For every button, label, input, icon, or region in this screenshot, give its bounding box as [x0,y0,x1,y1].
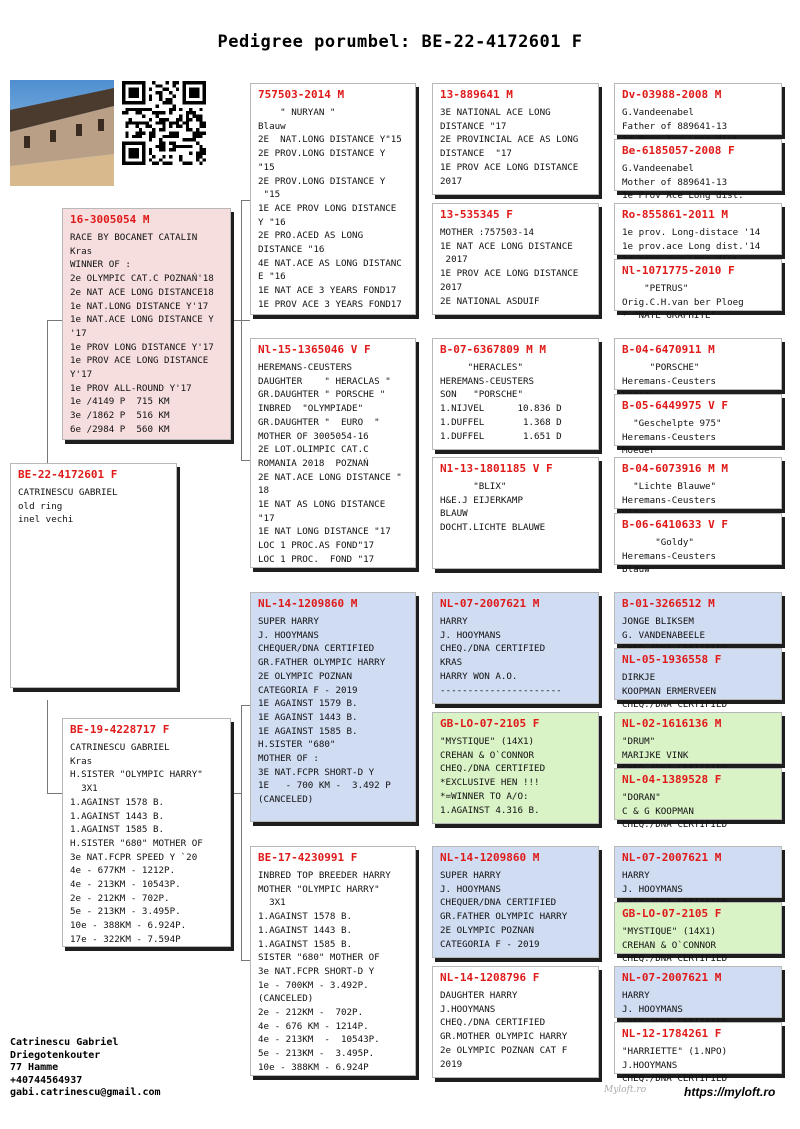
ring-number: Nl-1071775-2010 F [622,264,735,277]
card-notes: CATRINESCU GABRIEL Kras H.SISTER "OLYMPIC HARRY" 3X1 1.AGAINST 1578 B. 1.AGAINST 1443 B. 1.AGAINST 1585 B. H.SISTER "680" MOTHER OF 3e NAT.FCPR SPEED Y `20 4e - 677KM - 1212P. 4e - 213KM - 10543P. 2e - 212KM - 702P. 5e - 213KM - 3.495P. 10e - 388KM - 6.924P. 17e - 322KM - 7.594P [70,742,203,945]
ring-number: NL-12-1784261 F [622,1027,722,1040]
subject-card[interactable] [10,463,177,688]
ring-number: B-04-6470911 M [622,343,715,356]
loft-photo [10,80,114,186]
ring-number: Nl-15-1365046 V F [258,343,371,356]
signature: Myloft.ro [604,1085,647,1095]
ring-number: NL-05-1936558 F [622,653,722,666]
sire-card[interactable] [62,208,231,440]
ring-number: NL-14-1209860 M [440,851,540,864]
ring-number: B-07-6367809 M M [440,343,546,356]
ring-number: NL-14-1208796 F [440,971,540,984]
card-notes: INBRED TOP BREEDER HARRY MOTHER "OLYMPIC HARRY" 3X1 1.AGAINST 1578 B. 1.AGAINST 1443 B. 1.AGAINST 1585 B. SISTER "680" MOTHER OF 3e NAT.FCPR SHORT-D Y 1e - 700KM - 3.492P. (CANCELED) 2e - 212KM - 702P. 4e - 676 KM - 1214P. 4e - 213KM - 10543P. 5e - 213KM - 3.495P. 10e - 388KM - 6.924P [258,870,391,1073]
card-notes: "Lichte Blauwe" Heremans-Ceusters [622,481,717,506]
ring-number: NL-02-1616136 M [622,717,722,730]
ggg-card[interactable] [614,592,782,644]
card-notes: "BLIX" H&E.J EIJERKAMP BLAUW DOCHT.LICHTE BLAUWE [440,481,546,534]
gg-card[interactable] [432,712,599,824]
dam-dam-card[interactable] [250,846,416,1076]
ggg-card[interactable] [614,338,782,390]
card-notes: CATRINESCU GABRIEL old ring inel vechi [18,487,118,526]
card-notes: HARRY J. HOOYMANS [622,990,683,1015]
ring-number: B-05-6449975 V F [622,399,728,412]
ggg-card[interactable] [614,648,782,711]
card-notes: G.Vandeenabel Mother of 889641-13 1e Prov Ace Long dist. [622,163,744,202]
qr-code[interactable] [122,81,206,165]
ggg-card[interactable] [614,712,782,764]
ggg-card[interactable] [614,513,782,576]
ggg-card[interactable] [614,1022,782,1085]
ring-number: 16-3005054 M [70,213,150,226]
ring-number: NL-07-2007621 M [440,597,540,610]
ring-number: NL-07-2007621 M [622,851,722,864]
owner-contact [10,1037,161,1100]
card-notes: HARRY J. HOOYMANS CHEQ./DNA CERTIFIED KRAS HARRY WON A.O. ---------------------- [440,616,562,696]
gg-card[interactable] [432,592,599,704]
ring-number: Dv-03988-2008 M [622,88,722,101]
ggg-card[interactable] [614,203,782,255]
sire-sire-card[interactable] [250,83,416,315]
ring-number: N1-13-1801185 V F [440,462,553,475]
ggg-card[interactable] [614,966,782,1018]
ring-number: B-01-3266512 M [622,597,715,610]
card-notes: DIRKJE KOOPMAN ERMERVEEN CHEQ./DNA CERTIFIED [622,672,728,711]
sire-dam-card[interactable] [250,338,416,568]
ggg-card[interactable] [614,846,782,898]
ggg-card[interactable] [614,83,782,135]
ring-number: NL-07-2007621 M [622,971,722,984]
card-notes: "Goldy" Heremans-Ceusters Blauw [622,537,717,576]
gg-card[interactable] [432,846,599,958]
ggg-card[interactable] [614,768,782,831]
gg-card[interactable] [432,83,599,195]
ggg-card[interactable] [614,394,782,457]
card-notes: "DRUM" MARIJKE VINK [622,736,689,761]
owner-street: Driegotenkouter [10,1049,101,1061]
card-notes: RACE BY BOCANET CATALIN Kras WINNER OF : 2e OLYMPIC CAT.C POZNAŃ'18 2e NAT ACE LONG DISTANCE18 1e NAT.LONG DISTANCE Y'17 1e NAT.ACE LONG DISTANCE Y '17 1e PROV LONG DISTANCE Y'17 1e PROV ACE LONG DISTANCE Y'17 1e PROV ALL-ROUND Y'17 1e /4149 P 715 KM 3e /1862 P 516 KM 6e /2984 P 560 KM [70,232,214,435]
card-notes: "MYSTIQUE" (14X1) CREHAN & O`CONNOR CHEQ./DNA CERTIFIED [622,926,728,965]
card-notes: "Geschelpte 975" Heremans-Ceusters Moeder [622,418,722,457]
gg-card[interactable] [432,457,599,569]
ggg-card[interactable] [614,457,782,509]
website-link[interactable]: https://myloft.ro [684,1085,776,1099]
card-notes: 3E NATIONAL ACE LONG DISTANCE "17 2E PROVINCIAL ACE AS LONG DISTANCE "17 1E PROV ACE LONG DISTANCE 2017 [440,107,579,187]
gg-card[interactable] [432,338,599,450]
ring-number: BE-17-4230991 F [258,851,358,864]
ring-number: B-06-6410633 V F [622,518,728,531]
page-title: Pedigree porumbel: BE-22-4172601 F [217,32,583,52]
owner-city: 77 Hamme [10,1062,59,1074]
card-notes: 1e prov. Long-distace '14 1e prov.ace Long dist.'14 [622,227,761,252]
ring-number: Ro-855861-2011 M [622,208,728,221]
card-notes: HEREMANS-CEUSTERS DAUGHTER " HERACLAS " GR.DAUGHTER " PORSCHE " INBRED "OLYMPIADE" GR.DAUGHTER " EURO " MOTHER OF 3005054-16 2E LOT.OLIMPIC CAT.C ROMANIA 2018 POZNAŃ 2E NAT.ACE LONG DISTANCE " 18 1E NAT AS LONG DISTANCE "17 1E NAT LONG DISTANCE "17 LOC 1 PROC.AS FOND"17 LOC 1 PROC. FOND "17 [258,362,402,565]
owner-phone: +40744564937 [10,1074,83,1086]
card-notes: SUPER HARRY J. HOOYMANS CHEQUER/DNA CERTIFIED GR.FATHER OLYMPIC HARRY 2E OLYMPIC POZNAN CATEGORIA F - 2019 1E AGAINST 1579 B. 1E AGAINST 1443 B. 1E AGAINST 1585 B. H.SISTER "680" MOTHER OF : 3E NAT.FCPR SHORT-D Y 1E - 700 KM - 3.492 P (CANCELED) [258,616,391,806]
card-notes: MOTHER :757503-14 1E NAT ACE LONG DISTANCE 2017 1E PROV ACE LONG DISTANCE 2017 2E NATIONAL ASDUIF [440,227,579,307]
ring-number: 13-535345 F [440,208,513,221]
ggg-card[interactable] [614,259,782,322]
ggg-card[interactable] [614,902,782,965]
card-notes: JONGE BLIKSEM G. VANDENABEELE [622,616,705,641]
card-notes: HARRY J. HOOYMANS [622,870,683,895]
dam-card[interactable] [62,718,231,947]
ring-number: NL-14-1209860 M [258,597,358,610]
ring-number: BE-22-4172601 F [18,468,118,481]
ggg-card[interactable] [614,139,782,202]
card-notes: "MYSTIQUE" (14X1) CREHAN & O`CONNOR CHEQ./DNA CERTIFIED *EXCLUSIVE HEN !!! *=WINNER TO A/O: 1.AGAINST 4.316 B. [440,736,546,816]
card-notes: DAUGHTER HARRY J.HOOYMANS CHEQ./DNA CERTIFIED GR.MOTHER OLYMPIC HARRY 2e OLYMPIC POZNAN CAT F 2019 [440,990,568,1070]
card-notes: "HARRIETTE" (1.NPO) J.HOOYMANS CHEQ./DNA CERTIFIED [622,1046,728,1085]
ring-number: 757503-2014 M [258,88,345,101]
ring-number: 13-889641 M [440,88,513,101]
owner-name: Catrinescu Gabriel [10,1037,119,1048]
card-notes: "HERACLES" HEREMANS-CEUSTERS SON "PORSCHE" 1.NIJVEL 10.836 D 1.DUFFEL 1.368 D 1.DUFFEL 1.651 D [440,362,562,442]
ring-number: Be-6185057-2008 F [622,144,735,157]
ring-number: GB-LO-07-2105 F [622,907,722,920]
card-notes: "PETRUS" Orig.C.H.van ber Ploeg * "NATE GRAPHITE" [622,283,744,322]
ring-number: GB-LO-07-2105 F [440,717,540,730]
card-notes: "PORSCHE" Heremans-Ceusters [622,362,717,387]
card-notes: G.Vandeenabel Father of 889641-13 [622,107,728,132]
gg-card[interactable] [432,203,599,315]
card-notes: "DORAN" C & G KOOPMAN CHEQ./DNA CERTIFIED [622,792,728,831]
card-notes: SUPER HARRY J. HOOYMANS CHEQUER/DNA CERTIFIED GR.FATHER OLYMPIC HARRY 2E OLYMPIC POZNAN CATEGORIA F - 2019 [440,870,568,950]
ring-number: NL-04-1389528 F [622,773,722,786]
ring-number: B-04-6073916 M M [622,462,728,475]
card-notes: " NURYAN " Blauw 2E NAT.LONG DISTANCE Y"15 2E PROV.LONG DISTANCE Y "15 2E PROV.LONG DISTANCE Y "15 1E ACE PROV LONG DISTANCE Y "16 2E PRO.ACED AS LONG DISTANCE "16 4E NAT.ACE AS LONG DISTANC E "16 1E NAT ACE 3 YEARS FOND17 1E PROV ACE 3 YEARS FOND17 [258,107,402,310]
dam-sire-card[interactable] [250,592,416,822]
owner-email[interactable]: gabi.catrinescu@gmail.com [10,1087,161,1099]
gg-card[interactable] [432,966,599,1078]
ring-number: BE-19-4228717 F [70,723,170,736]
